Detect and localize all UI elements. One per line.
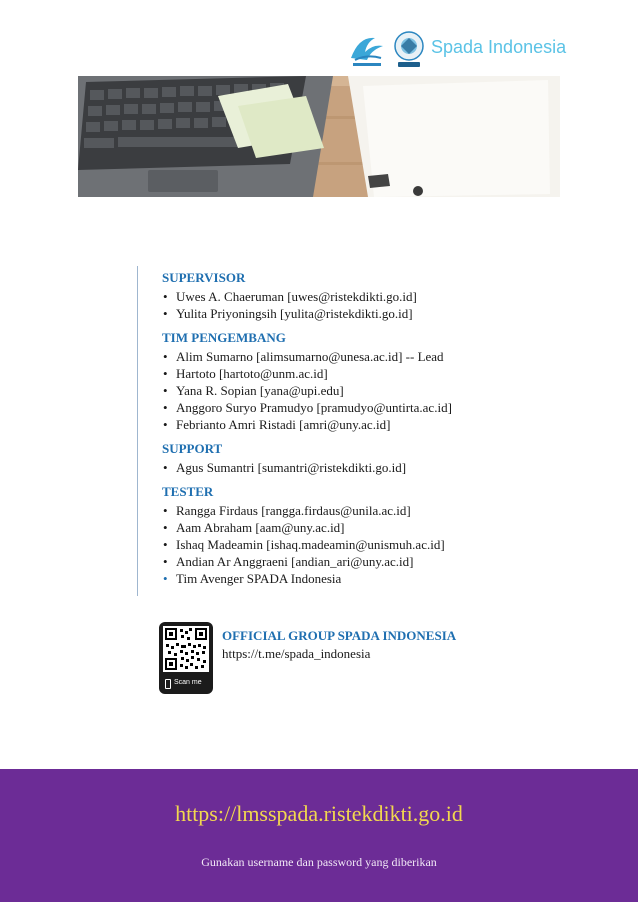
hero-image bbox=[78, 76, 560, 197]
list-item: • Andian Ar Anggraeni [andian_ari@uny.ac.id] bbox=[162, 553, 622, 570]
scan-me-label: Scan me bbox=[174, 679, 202, 686]
section-tim-pengembang bbox=[162, 330, 622, 433]
brand-name: Spada Indonesia bbox=[431, 37, 567, 57]
qr-code bbox=[163, 626, 209, 672]
list-item: • Rangga Firdaus [rangga.firdaus@unila.ac.id] bbox=[162, 502, 622, 519]
section-tester bbox=[162, 484, 622, 587]
footer-banner bbox=[0, 769, 638, 902]
qr-code-card[interactable] bbox=[159, 622, 213, 694]
official-group-link[interactable]: https://t.me/spada_indonesia bbox=[222, 646, 371, 661]
list-item: • Hartoto [hartoto@unm.ac.id] bbox=[162, 365, 622, 382]
section-support bbox=[162, 441, 622, 476]
list-item: • Ishaq Madeamin [ishaq.madeamin@unismuh.ac.id] bbox=[162, 536, 622, 553]
official-group bbox=[222, 628, 456, 662]
header bbox=[0, 24, 638, 74]
list-item: • Alim Sumarno [alimsumarno@unesa.ac.id] -- Lead bbox=[162, 348, 622, 365]
section-title: TIM PENGEMBANG bbox=[162, 330, 286, 345]
list-item: • Tim Avenger SPADA Indonesia bbox=[162, 570, 622, 587]
footer-note: Gunakan username dan password yang diberikan bbox=[201, 855, 437, 869]
official-group-title: OFFICIAL GROUP SPADA INDONESIA bbox=[222, 628, 457, 643]
ristekdikti-logo-icon bbox=[345, 30, 389, 68]
list-item: • Agus Sumantri [sumantri@ristekdikti.go.id] bbox=[162, 459, 622, 476]
credits-list bbox=[137, 266, 622, 596]
footer-link[interactable]: https://lmsspada.ristekdikti.go.id bbox=[175, 801, 463, 826]
tut-wuri-handayani-logo-icon bbox=[390, 29, 428, 69]
section-title: TESTER bbox=[162, 484, 214, 499]
list-item: • Yana R. Sopian [yana@upi.edu] bbox=[162, 382, 622, 399]
section-title: SUPERVISOR bbox=[162, 270, 246, 285]
list-item: • Anggoro Suryo Pramudyo [pramudyo@untirta.ac.id] bbox=[162, 399, 622, 416]
section-supervisor bbox=[162, 270, 622, 322]
scan-me-row bbox=[163, 676, 209, 690]
list-item: • Uwes A. Chaeruman [uwes@ristekdikti.go.id] bbox=[162, 288, 622, 305]
phone-icon bbox=[165, 679, 171, 689]
list-item: • Yulita Priyoningsih [yulita@ristekdikti.go.id] bbox=[162, 305, 622, 322]
list-item: • Aam Abraham [aam@uny.ac.id] bbox=[162, 519, 622, 536]
list-item: • Febrianto Amri Ristadi [amri@uny.ac.id] bbox=[162, 416, 622, 433]
section-title: SUPPORT bbox=[162, 441, 223, 456]
